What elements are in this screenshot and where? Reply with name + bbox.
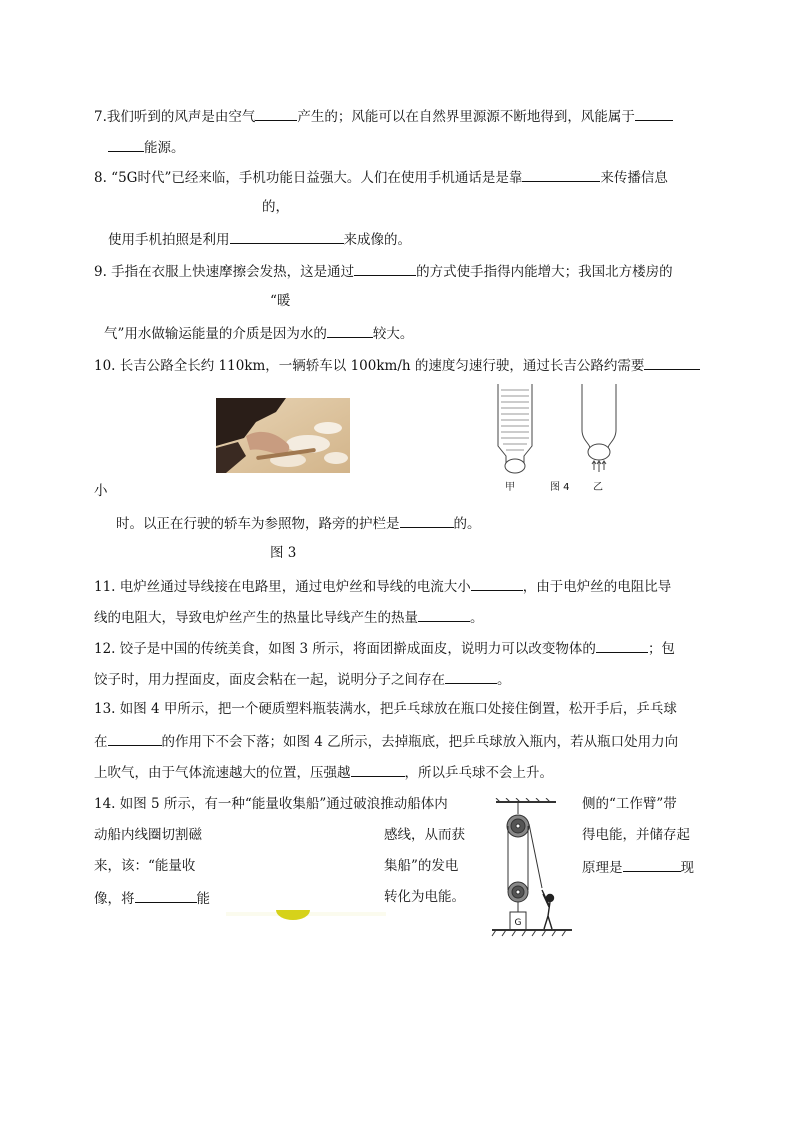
weight-label: G — [514, 918, 522, 928]
q7-text-b: 产生的；风能可以在自然界里源源不断地得到，风能属于 — [297, 109, 635, 125]
q11-text-b: ，由于电炉丝的电阻比导 — [522, 579, 672, 595]
q12-text-c: 饺子时，用力捏面皮，面皮会粘在一起，说明分子之间存在 — [94, 672, 445, 688]
fig4-caption: 图 4 — [550, 482, 570, 493]
q7-blank-2-cont[interactable] — [108, 137, 144, 152]
q10-text-a: 10. 长吉公路全长约 110km，一辆轿车以 100km/h 的速度匀速行驶，通过长吉公路约需要 — [94, 358, 645, 374]
q9-text-c: 气”用水做输运能量的介质是因为水的 — [104, 326, 327, 342]
q13-blank-1[interactable] — [108, 731, 162, 746]
q9-line3 — [104, 323, 413, 343]
partial-figure-fragment — [226, 904, 386, 922]
q14-r2c: 得电能，并储存起 — [582, 827, 690, 843]
q12-blank-2[interactable] — [445, 669, 497, 684]
q7-blank-1[interactable] — [255, 106, 297, 121]
q13-text-b: 的作用下不会下落；如图 4 乙所示，去掉瓶底，把乒乓球放入瓶内，若从瓶口处用力向 — [161, 734, 679, 750]
q12-text-d: 。 — [497, 672, 511, 688]
q14-r4c: 转化为电能。 — [384, 889, 465, 905]
q14-r4a-wrap — [94, 888, 210, 908]
q8-text-b: 来传播信息 — [600, 170, 668, 186]
q13-line3 — [94, 762, 553, 782]
q14-r3c: 原理是 — [582, 860, 623, 876]
q11-blank-1[interactable] — [471, 576, 523, 591]
q14-r2b: 感线，从而获 — [384, 827, 465, 843]
q9-line1 — [94, 261, 673, 281]
q11-line2 — [94, 607, 484, 627]
q14-blank-1[interactable] — [623, 857, 681, 872]
q10-line3 — [116, 513, 481, 533]
q14-r3b: 集船”的发电 — [384, 858, 459, 874]
q13-line1: 13. 如图 4 甲所示，把一个硬质塑料瓶装满水，把乒乓球放在瓶口处接住倒置，松开手后，乒乓球 — [94, 701, 677, 717]
q7-blank-2[interactable] — [635, 106, 673, 121]
q14-blank-2[interactable] — [135, 888, 197, 903]
q12-line1 — [94, 638, 675, 658]
bottles-diagram — [492, 384, 642, 484]
q11-text-a: 11. 电炉丝通过导线接在电路里，通过电炉丝和导线的电流大小 — [94, 579, 471, 595]
q9-blank-1[interactable] — [354, 261, 416, 276]
q10-blank-2[interactable] — [400, 513, 454, 528]
q14-r1a: 14. 如图 5 所示，有一种“能量收集船”通过破浪推动船体内 — [94, 796, 448, 812]
q8-text-a: 8. “5G时代”已经来临，手机功能日益强大。人们在使用手机通话是是靠 — [94, 170, 523, 186]
q9-text-d: 较大。 — [372, 326, 414, 342]
q9-line2: “暖 — [270, 293, 291, 309]
q10-line1 — [94, 355, 700, 375]
figure-3-dough-photo — [216, 398, 350, 473]
q13-blank-2[interactable] — [351, 762, 405, 777]
q8-text-c: 使用手机拍照是利用 — [108, 232, 230, 248]
q12-text-a: 12. 饺子是中国的传统美食，如图 3 所示，将面团擀成面皮，说明力可以改变物体的 — [94, 641, 596, 657]
figure-4-bottles — [492, 384, 642, 484]
q11-blank-2[interactable] — [418, 607, 470, 622]
q14-r1b: 侧的“工作臂”带 — [582, 796, 677, 812]
q13-text-d: ，所以乒乓球不会上升。 — [404, 765, 553, 781]
fig3-caption: 图 3 — [270, 545, 297, 561]
q7-text-a: 7.我们听到的风声是由空气 — [94, 109, 256, 125]
q8-line2: 的， — [262, 199, 289, 215]
q8-line3 — [108, 229, 411, 249]
q14-r3c-wrap — [582, 857, 694, 877]
q13-line2 — [94, 731, 678, 751]
q14-r3d: 现 — [680, 860, 694, 876]
q10-line2: 小 — [94, 483, 108, 499]
q14-r4b: 能 — [196, 891, 210, 907]
q9-text-b: 的方式使手指得内能增大；我国北方楼房的 — [416, 264, 673, 280]
q9-blank-2[interactable] — [327, 323, 373, 338]
bottle-yi — [582, 384, 616, 472]
q14-r3a: 来，该：“能量收 — [94, 858, 196, 874]
figure-5-pulley — [490, 798, 574, 938]
q9-text-a: 9. 手指在衣服上快速摩擦会发热，这是通过 — [94, 264, 355, 280]
q10-text-c: 的。 — [453, 516, 481, 532]
q13-text-c: 上吹气，由于气体流速越大的位置，压强越 — [94, 765, 351, 781]
q11-text-c: 线的电阻大，导致电炉丝产生的热量比导线产生的热量 — [94, 610, 418, 626]
q13-text-a: 在 — [94, 734, 108, 750]
fig4-label-jia: 甲 — [505, 482, 515, 493]
bottle-jia — [498, 384, 532, 473]
q10-text-b: 时。以正在行驶的轿车为参照物，路旁的护栏是 — [116, 516, 400, 532]
q14-r2a: 动船内线圈切割磁 — [94, 827, 202, 843]
q12-blank-1[interactable] — [596, 638, 648, 653]
q10-blank-1[interactable] — [644, 355, 700, 370]
fragment-image — [226, 904, 386, 922]
q12-text-b: ；包 — [647, 641, 675, 657]
q8-line1 — [94, 167, 668, 187]
q8-blank-2[interactable] — [230, 229, 344, 244]
fig4-label-yi: 乙 — [593, 482, 603, 493]
q8-text-d: 来成像的。 — [343, 232, 411, 248]
q7-line2 — [108, 137, 185, 157]
q7-line1 — [94, 106, 673, 126]
q8-blank-1[interactable] — [522, 167, 600, 182]
q11-line1 — [94, 576, 671, 596]
person-pulling-rope — [542, 890, 554, 929]
q14-r4a: 像，将 — [94, 891, 135, 907]
q12-line2 — [94, 669, 511, 689]
q11-text-d: 。 — [470, 610, 484, 626]
pulley-diagram — [490, 798, 574, 938]
q7-text-c: 能源。 — [144, 140, 185, 156]
dough-photo-image — [216, 398, 350, 473]
